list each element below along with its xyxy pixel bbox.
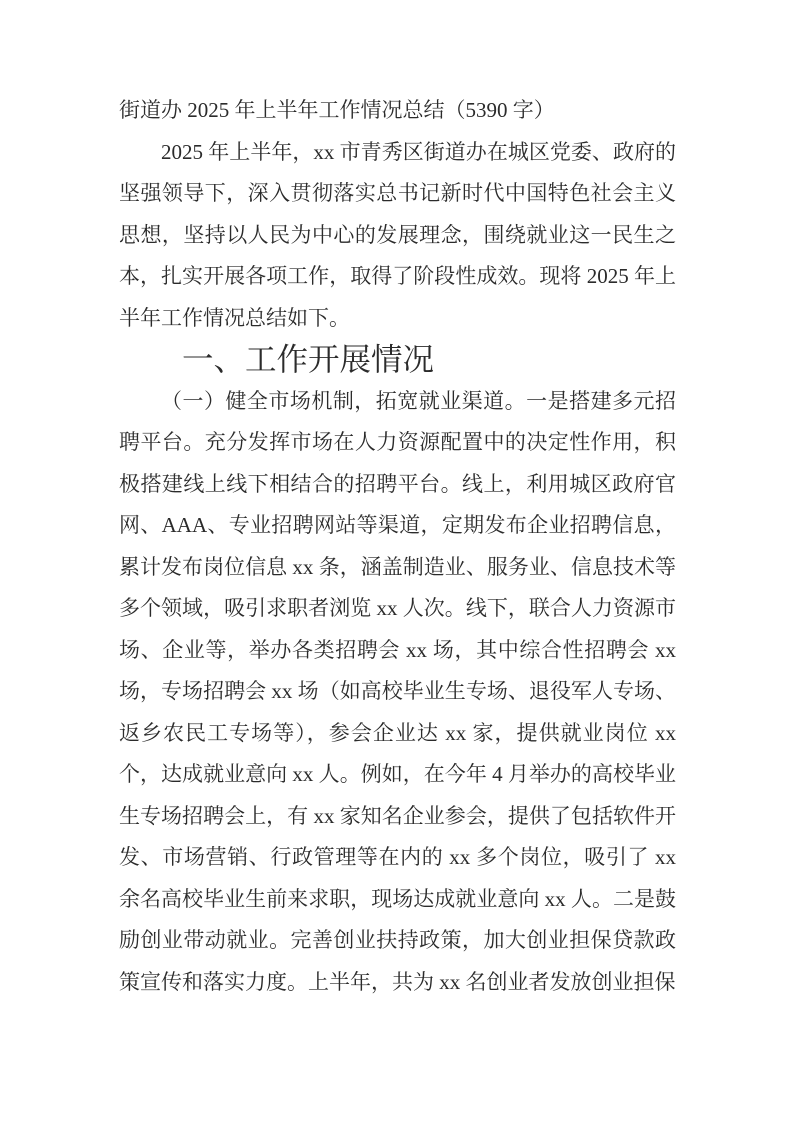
document-content [119, 90, 676, 1008]
section-heading-work-progress: 一、工作开展情况 [182, 342, 435, 377]
paragraph-intro: 2025 年上半年，xx 市青秀区街道办在城区党委、政府的坚强领导下，深入贯彻落实总书记新时代中国特色社会主义思想，坚持以人民为中心的发展理念，围绕就业这一民生之本，扎实开展各项工作，取得了阶段性成效。现将 2025 年上半年工作情况总结如下。 [119, 139, 676, 330]
document-title: 街道办 2025 年上半年工作情况总结（5390 字） [119, 98, 555, 122]
paragraph-section-one: （一）健全市场机制，拓宽就业渠道。一是搭建多元招聘平台。充分发挥市场在人力资源配置中的决定性作用，积极搭建线上线下相结合的招聘平台。线上，利用城区政府官网、AAA、专业招聘网站等渠道，定期发布企业招聘信息，累计发布岗位信息 xx 条，涵盖制造业、服务业、信息技术等多个领域，吸引求职者浏览 xx 人次。线下，联合人力资源市场、企业等，举办各类招聘会 xx 场，其中综合性招聘会 xx 场，专场招聘会 xx 场（如高校毕业生专场、退役军人专场、返乡农民工专场等），参会企业达 xx 家，提供就业岗位 xx 个，达成就业意向 xx 人。例如，在今年 4 月举办的高校毕业生专场招聘会上，有 xx 家知名企业参会，提供了包括软件开发、市场营销、行政管理等在内的 xx 多个岗位，吸引了 xx 余名高校毕业生前来求职，现场达成就业意向 xx 人。二是鼓励创业带动就业。完善创业扶持政策，加大创业担保贷款政策宣传和落实力度。上半年，共为 xx 名创业者发放创业担保 [119, 388, 676, 994]
